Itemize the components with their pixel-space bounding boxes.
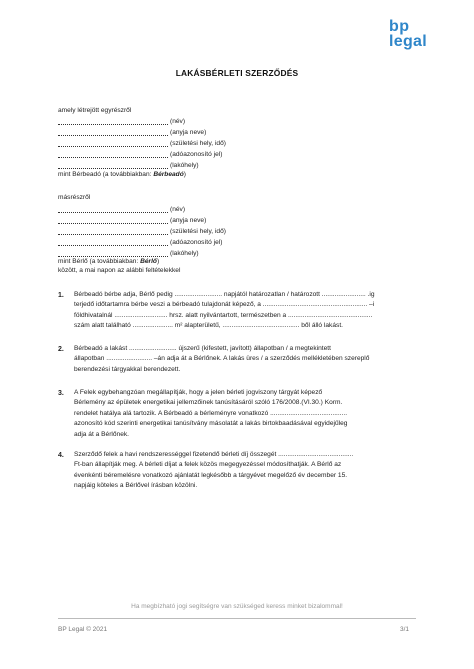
between-text: között, a mai napon az alábbi feltételekkel (58, 267, 181, 274)
tenant-field-name[interactable]: (név) (58, 206, 185, 213)
document-title: LAKÁSBÉRLETI SZERZŐDÉS (175, 68, 299, 78)
logo-line2: legal (389, 33, 427, 50)
landlord-field-mother[interactable]: (anyja neve) (58, 129, 206, 136)
clause-number: 3. (58, 390, 64, 397)
clause-1: Bérbeadó bérbe adja, Bérlő pedig .......................... napjától határozatlan / határozott ........................ .ig terjedő időtartamra bérbe veszi a bérbeadó tulajdonát képező, a ......................................................... –i földhivatalnál ............................. hrsz. alatt nyilvántartott, természetben a .............................................. szám alatt található ...................... m² alapterületű, .......................................... ből álló lakást. (74, 291, 375, 330)
footer-divider (58, 618, 416, 619)
intro2-text: másrészről (58, 194, 91, 201)
landlord-field-taxid[interactable]: (adóazonosító jel) (58, 151, 222, 158)
page-number: 3/1 (400, 626, 410, 633)
landlord-field-birth[interactable]: (születési hely, idő) (58, 140, 226, 147)
tenant-field-taxid[interactable]: (adóazonosító jel) (58, 239, 222, 246)
bp-legal-logo (389, 20, 451, 50)
clause-number: 1. (58, 292, 64, 299)
clause-3: A Felek egybehangzóan megállapítják, hogy a jelen bérleti jogviszony tárgyát képező Bérlemény az épületek energetikai jellemzőinek tanúsításáról szóló 176/2008.(VI.30.) Korm. rendelet hatálya alá tartozik. A Bérbeadó a bérleményre vonatkozó .......................................... azonosító kód szerinti energetikai tanúsítvány másolatát a lakás birtokbaadásával egyidejűleg adja át a Bérlőnek. (74, 389, 348, 438)
landlord-field-address[interactable]: (lakóhely) (58, 162, 199, 169)
tenant-field-birth[interactable]: (születési hely, idő) (58, 228, 226, 235)
tenant-field-address[interactable]: (lakóhely) (58, 250, 199, 257)
clause-number: 4. (58, 452, 64, 459)
intro-text: amely létrejött egyrészről (58, 107, 132, 114)
clause-number: 2. (58, 346, 64, 353)
footer-note: Ha megbízható jogi segítségre van szükséged keress minket bizalommal! (131, 603, 343, 610)
tenant-field-mother[interactable]: (anyja neve) (58, 217, 206, 224)
footer-copyright: BP Legal © 2021 (58, 626, 108, 633)
tenant-role: mint Bérlő (a továbbiakban: Bérlő) (58, 258, 160, 265)
clause-4: Szerződő felek a havi rendszerességgel fizetendő bérleti díj összegét ......................................... Ft-ban állapítják meg. A bérleti díjat a felek közös megegyezéssel módosíthatják. A Bérlő az évenkénti béremelésre vonatkozó ajánlatát legkésőbb a tárgyévet megelőző év december 15. napjáig köteles a Bérlővel írásban közölni. (74, 451, 354, 490)
logo-line1: bp (389, 18, 410, 35)
clause-2: Bérbeadó a lakást .......................... újszerű (kifestett, javított) állapotban / a megtekintett állapotban ......................... –án adja át a Bérlőnek. A lakás üres / a szerződés mellékletében szereplő berendezési tárgyakkal berendezett. (74, 345, 370, 373)
landlord-field-name[interactable]: (név) (58, 118, 185, 125)
landlord-role: mint Bérbeadó (a továbbiakban: Bérbeadó) (58, 171, 186, 178)
